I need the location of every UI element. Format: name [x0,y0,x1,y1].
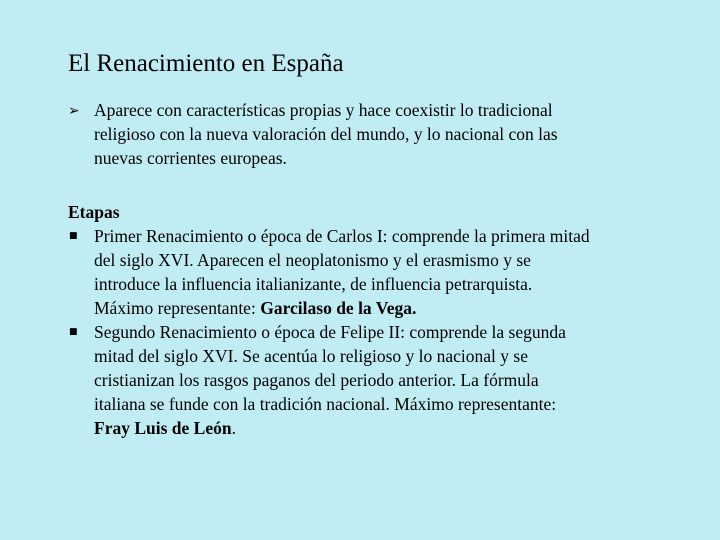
etapa-line: del siglo XVI. Aparecen el neoplatonismo y el erasmismo y se [94,250,531,270]
etapa-line-representative [94,416,678,440]
etapa-line: Segundo Renacimiento o época de Felipe II: comprende la segunda [94,322,566,342]
square-bullet-icon: ■ [69,327,78,337]
intro-line: religioso con la nueva valoración del mundo, y lo nacional con las [94,124,558,144]
intro-line: nuevas corrientes europeas. [94,148,287,168]
etapas-heading: Etapas [68,202,120,222]
intro-bullet [68,98,678,170]
representative-name: Fray Luis de León [94,418,232,438]
arrow-bullet-icon: ➢ [68,103,80,119]
etapa-item-segundo-renacimiento [68,320,678,440]
etapa-line: introduce la influencia italianizante, de influencia petrarquista. [94,274,533,294]
section-spacer [68,170,678,200]
etapa-line-representative [94,296,678,320]
representative-prefix: Máximo representante: [94,298,261,318]
etapa-line: mitad del siglo XVI. Se acentúa lo religioso y lo nacional y se [94,346,528,366]
slide-title: El Renacimiento en España [68,50,344,77]
etapa-item-primer-renacimiento [68,224,678,320]
slide-body [68,98,678,440]
etapa-line: italiana se funde con la tradición nacional. Máximo representante: [94,394,557,414]
representative-suffix: . [231,418,236,438]
square-bullet-icon: ■ [69,231,78,241]
etapa-line: cristianizan los rasgos paganos del periodo anterior. La fórmula [94,370,539,390]
etapa-line: Primer Renacimiento o época de Carlos I: comprende la primera mitad [94,226,590,246]
representative-name: Garcilaso de la Vega. [260,298,417,318]
intro-line: Aparece con características propias y hace coexistir lo tradicional [94,100,553,120]
